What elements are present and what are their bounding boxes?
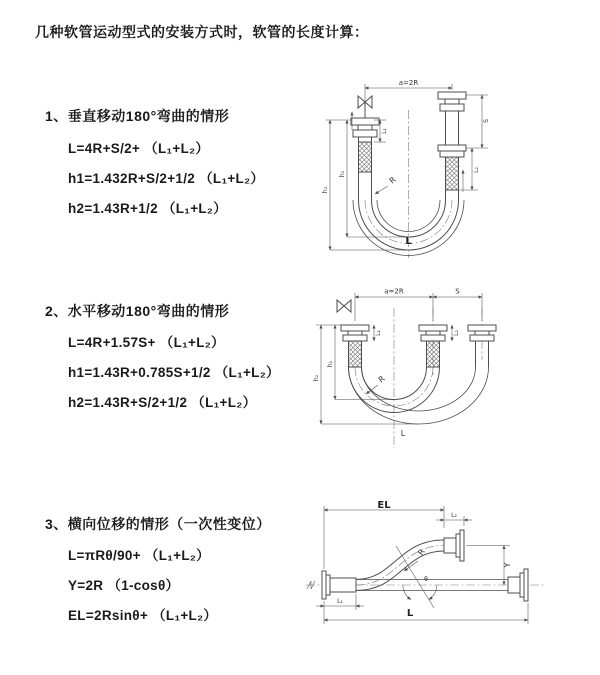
dim-label-theta: θ — [424, 576, 428, 583]
diagram-vertical-180-bend — [308, 72, 598, 267]
dimension-el — [324, 500, 444, 569]
dim-label-l-total: L — [400, 429, 406, 438]
dim-label-h1: h₁ — [339, 170, 346, 178]
dim-label-r: R — [416, 547, 427, 558]
dim-label-s: S — [455, 287, 460, 296]
dim-label-l2: L₂ — [451, 512, 457, 519]
dim-label-r: R — [376, 374, 387, 385]
dim-label-h2: h₂ — [313, 374, 320, 382]
section-3-heading: 3、横向位移的情形（一次性变位） — [45, 516, 271, 532]
dim-label-h2: h₂ — [322, 186, 329, 194]
dimension-l-total — [324, 601, 528, 624]
dim-label-h1: h₁ — [327, 360, 334, 368]
section-1-formula-h1: h1=1.432R+S/2+1/2 （L₁+L₂） — [68, 171, 265, 186]
braided-hose-section — [359, 142, 372, 172]
hose-u-bend-position-2 — [349, 367, 489, 424]
dim-label-a2r: a=2R — [384, 287, 404, 296]
left-flange-assembly — [322, 571, 356, 599]
radius-callout — [404, 547, 427, 571]
braided-hose-section — [349, 341, 362, 367]
left-pipe-assembly — [337, 300, 369, 367]
section-2-heading: 2、水平移动180°弯曲的情形 — [45, 303, 230, 319]
dim-label-l-total: L — [405, 236, 412, 247]
dim-label-r: R — [387, 175, 398, 186]
dim-label-l1: L₁ — [337, 598, 343, 605]
dimension-l2 — [436, 512, 472, 526]
dim-label-l2: L₂ — [453, 330, 460, 336]
diagram-lateral-displacement — [298, 498, 598, 653]
section-1-formula-h2: h2=1.43R+1/2 （L₁+L₂） — [68, 201, 228, 216]
page-title: 几种软管运动型式的安装方式时，软管的长度计算： — [35, 24, 369, 40]
dim-label-l: L — [406, 608, 414, 619]
section-3-formula-EL: EL=2Rsinθ+ （L₁+L₂） — [68, 608, 218, 623]
radius-callout — [366, 374, 387, 394]
dim-label-l1: L₁ — [381, 128, 388, 134]
dim-label-l2: L₂ — [473, 167, 480, 173]
section-3-formula-Y: Y=2R （1-cosθ） — [68, 578, 180, 593]
dim-label-y: Y — [503, 562, 512, 568]
dimension-l2 — [452, 325, 460, 341]
section-1-heading: 1、垂直移动180°弯曲的情形 — [45, 108, 230, 124]
diagram-horizontal-180-bend — [308, 280, 598, 462]
dim-label-s: S — [483, 119, 490, 123]
dimension-y — [466, 546, 512, 586]
dim-label-l1: L₁ — [375, 330, 382, 336]
hose-displaced-position — [356, 530, 464, 591]
dim-label-el: EL — [377, 500, 391, 511]
dimension-l1 — [374, 325, 382, 341]
braided-hose-section — [427, 341, 440, 367]
right-pipe-assembly — [438, 92, 466, 190]
dimension-s — [433, 288, 482, 298]
section-2-formula-h2: h2=1.43R+S/2+1/2 （L₁+L₂） — [68, 395, 257, 410]
middle-pipe-assembly — [419, 325, 447, 367]
section-1-formula-L: L=4R+S/2+ （L₁+L₂） — [68, 141, 210, 156]
braided-hose-section — [446, 157, 459, 190]
section-3-formula-L: L=πRθ/90+ （L₁+L₂） — [68, 548, 210, 563]
radius-callout — [375, 175, 398, 194]
section-2-formula-L: L=4R+1.57S+ （L₁+L₂） — [68, 335, 225, 350]
dimension-a-2r — [355, 288, 482, 322]
section-2-formula-h1: h1=1.43R+0.785S+1/2 （L₁+L₂） — [68, 365, 280, 380]
valve-icon — [337, 300, 351, 312]
dim-label-a2r: a=2R — [398, 79, 419, 87]
dimension-s — [466, 95, 490, 148]
